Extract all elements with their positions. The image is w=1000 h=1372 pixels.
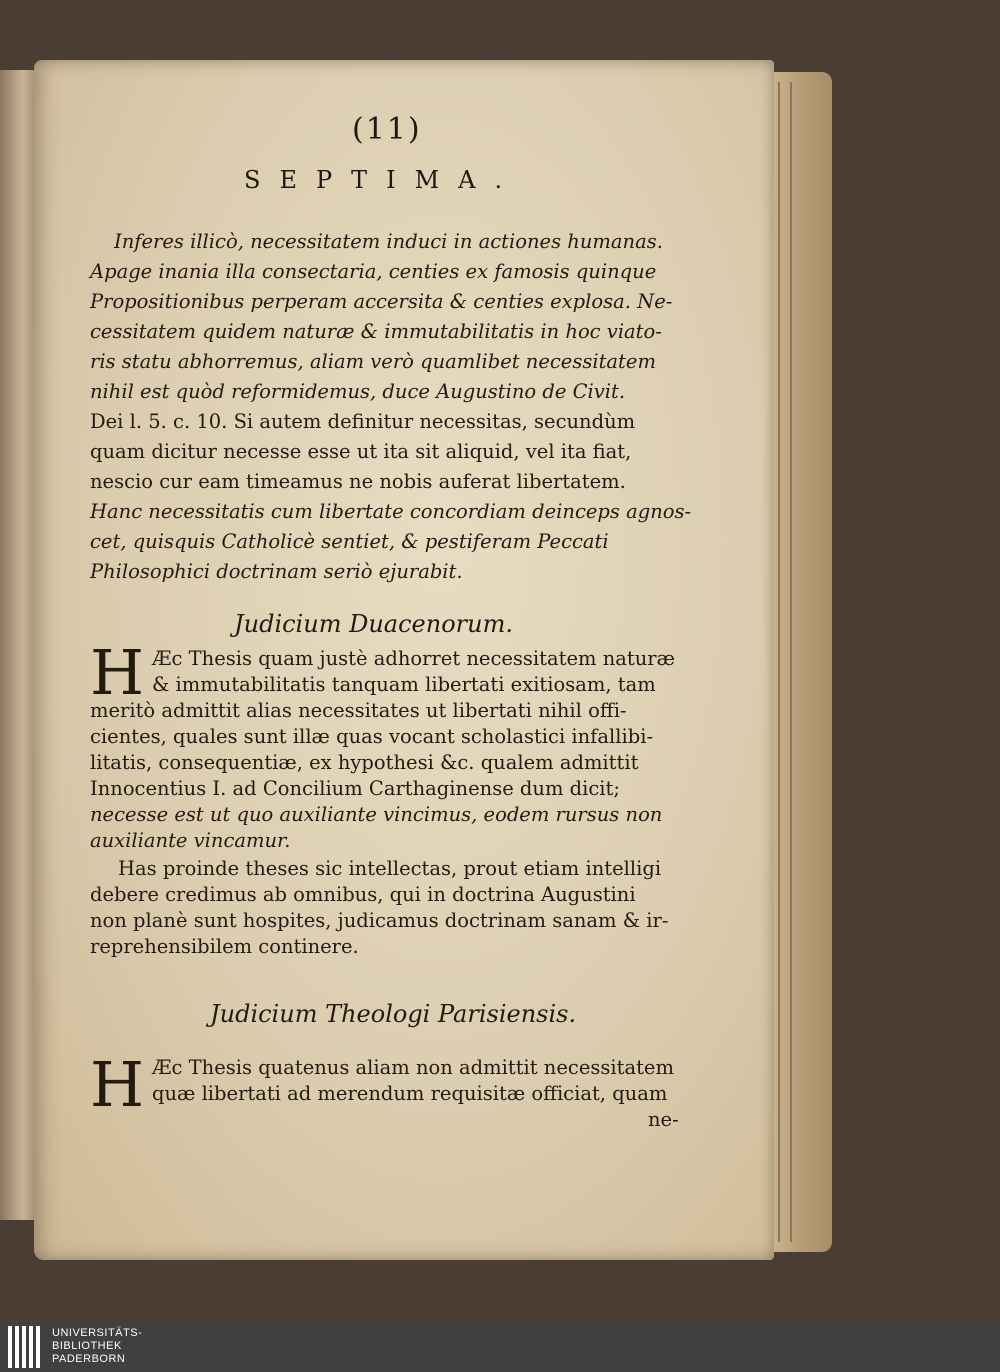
judicium-parisiensis-heading: Judicium Theologi Parisiensis. bbox=[210, 1000, 577, 1028]
duacenorum-line-7: necesse est ut quo auxiliante vincimus, eodem rursus non bbox=[90, 803, 663, 826]
septima-line-7: Dei l. 5. c. 10. Si autem definitur necessitas, secundùm bbox=[90, 410, 636, 433]
duacenorum-line-1: Æc Thesis quam justè adhorret necessitatem naturæ bbox=[152, 647, 675, 670]
septima-line-2: Apage inania illa consectaria, centies ex famosis quinque bbox=[90, 260, 657, 283]
septima-line-4: cessitatem quidem naturæ & immutabilitatis in hoc viato- bbox=[90, 320, 662, 343]
parisiensis-line-1: Æc Thesis quatenus aliam non admittit necessitatem bbox=[152, 1056, 674, 1079]
drop-cap-h: H bbox=[90, 1048, 145, 1121]
septima-line-5: ris statu abhorremus, aliam verò quamlibet necessitatem bbox=[90, 350, 656, 373]
page-number: (11) bbox=[352, 112, 422, 147]
book-page bbox=[34, 60, 774, 1260]
septima-line-11: cet, quisquis Catholicè sentiet, & pestiferam Peccati bbox=[90, 530, 609, 553]
duacenorum-line-5: litatis, consequentiæ, ex hypothesi &c. qualem admittit bbox=[90, 751, 639, 774]
logo-line: BIBLIOTHEK bbox=[52, 1340, 122, 1352]
septima-line-10: Hanc necessitatis cum libertate concordiam deinceps agnos- bbox=[90, 500, 692, 523]
duacenorum-line-12: reprehensibilem continere. bbox=[90, 935, 359, 958]
library-logo-icon bbox=[8, 1326, 40, 1368]
section-heading: SEPTIMA. bbox=[244, 166, 522, 194]
septima-line-1: Inferes illicò, necessitatem induci in actiones humanas. bbox=[114, 230, 663, 253]
previous-page-edge bbox=[0, 70, 38, 1220]
drop-cap-h: H bbox=[90, 636, 145, 709]
duacenorum-line-2: & immutabilitatis tanquam libertati exitiosam, tam bbox=[152, 673, 656, 696]
duacenorum-line-8: auxiliante vincamur. bbox=[90, 829, 291, 852]
septima-line-12: Philosophici doctrinam seriò ejurabit. bbox=[90, 560, 463, 583]
logo-line: PADERBORN bbox=[52, 1353, 126, 1365]
judicium-duacenorum-heading: Judicium Duacenorum. bbox=[234, 610, 513, 638]
duacenorum-line-6: Innocentius I. ad Concilium Carthaginense dum dicit; bbox=[90, 777, 620, 800]
septima-line-6: nihil est quòd reformidemus, duce Augustino de Civit. bbox=[90, 380, 626, 403]
septima-line-3: Propositionibus perperam accersita & centies explosa. Ne- bbox=[90, 290, 673, 313]
duacenorum-line-9: Has proinde theses sic intellectas, prout etiam intelligi bbox=[118, 857, 662, 880]
catchword: ne- bbox=[648, 1108, 679, 1131]
septima-line-9: nescio cur eam timeamus ne nobis auferat libertatem. bbox=[90, 470, 626, 493]
parisiensis-line-2: quæ libertati ad merendum requisitæ officiat, quam bbox=[152, 1082, 668, 1105]
duacenorum-line-10: debere credimus ab omnibus, qui in doctrina Augustini bbox=[90, 883, 636, 906]
logo-line: UNIVERSITÄTS- bbox=[52, 1327, 143, 1339]
septima-line-8: quam dicitur necesse esse ut ita sit aliquid, vel ita fiat, bbox=[90, 440, 632, 463]
duacenorum-line-4: cientes, quales sunt illæ quas vocant scholastici infallibi- bbox=[90, 725, 654, 748]
library-logo-text bbox=[52, 1327, 142, 1366]
library-footer-bar bbox=[0, 1322, 1000, 1372]
duacenorum-line-3: meritò admittit alias necessitates ut libertati nihil offi- bbox=[90, 699, 627, 722]
duacenorum-line-11: non planè sunt hospites, judicamus doctrinam sanam & ir- bbox=[90, 909, 669, 932]
